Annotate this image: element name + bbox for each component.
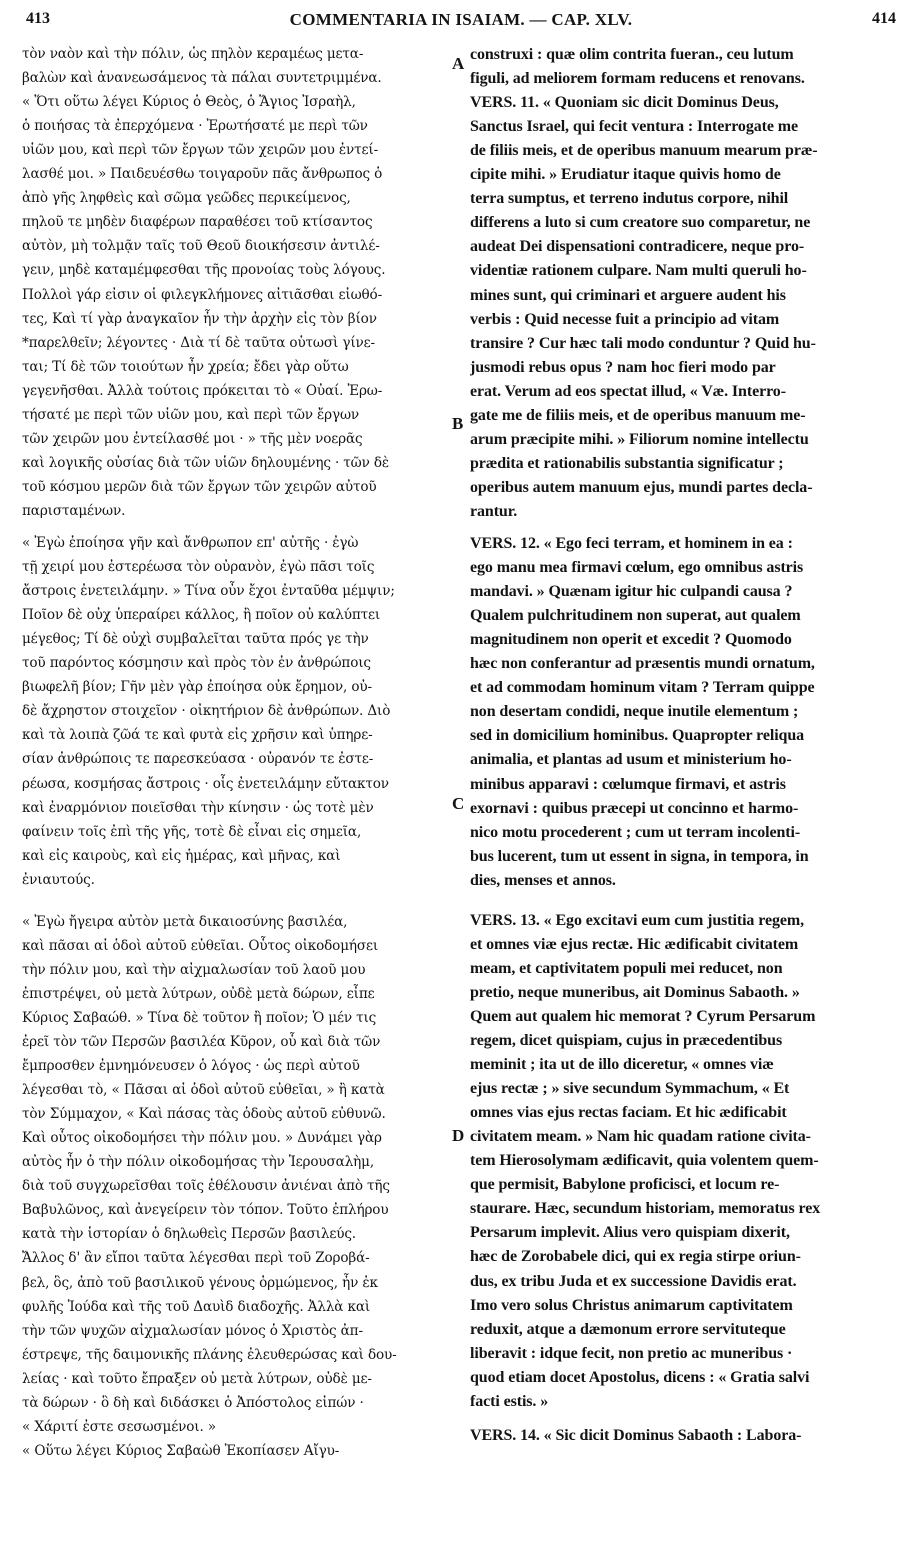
latin-line: erat. Verum ad eos spectat illud, « Væ. Interro- — [470, 382, 786, 400]
greek-line: αὐτὸς ἦν ὁ τὴν πόλιν οἰκοδομήσας τὴν Ἱερουσαλὴμ, — [22, 1154, 375, 1171]
latin-line: VERS. 13. « Ego excitavi eum cum justitia regem, — [470, 911, 804, 929]
section-marker-d: D — [452, 1126, 465, 1145]
latin-line: dies, menses et annos. — [470, 871, 616, 889]
greek-line: λέγεσθαι τὸ, « Πᾶσαι αἱ ὁδοὶ αὐτοῦ εὐθεῖαι, » ἢ κατὰ — [22, 1082, 385, 1099]
latin-line: magnitudinem non operit et excedit ? Quomodo — [470, 631, 792, 649]
greek-line: Βαβυλῶνος, καὶ ἀνεγείρειν τὸν τόπον. Τοῦτο ἐπλήρου — [22, 1202, 389, 1219]
latin-line: rantur. — [470, 502, 518, 520]
latin-line: VERS. 14. « Sic dicit Dominus Sabaoth : Labora- — [470, 1426, 802, 1444]
greek-line: Ποῖον δὲ οὐχ ὑπεραίρει κάλλος, ἢ ποῖον οὐ καλύπτει — [22, 607, 381, 624]
latin-line: meminit ; ita ut de illo diceretur, « omnes viæ — [470, 1056, 774, 1074]
latin-line: terra sumptus, et terreno indutus corpore, nihil — [470, 190, 789, 208]
latin-line: gate me de filiis meis, et de operibus manuum me- — [470, 406, 806, 424]
greek-line: γεγενῆσθαι. Ἀλλὰ τούτοις πρόκειται τὸ « Οὐαί. Ἐρω- — [22, 382, 383, 399]
greek-line: καὶ πᾶσαι αἱ ὁδοὶ αὐτοῦ εὐθεῖαι. Οὗτος οἰκοδομήσει — [22, 937, 379, 954]
latin-line: Imo vero solus Christus animarum captivitatem — [470, 1296, 793, 1314]
latin-line: operibus autem manuum ejus, mundi partes decla- — [470, 478, 813, 496]
greek-line: « Οὕτω λέγει Κύριος Σαβαὼθ Ἐκοπίασεν Αἴγυ- — [22, 1442, 340, 1459]
greek-line: παρισταμένων. — [22, 502, 126, 519]
greek-line: τὰ δώρων · ὃ δὴ καὶ διδάσκει ὁ Ἀπόστολος εἰπών · — [22, 1394, 364, 1411]
greek-line: *παρελθεῖν; λέγοντες · Διὰ τί δὲ ταῦτα οὑτωσὶ γίνε- — [22, 334, 375, 351]
greek-line: ἀπὸ γῆς ληφθεὶς καὶ σῶμα γεῶδες περικείμενος, — [22, 190, 351, 207]
greek-line: τὸν Σύμμαχον, « Καὶ πάσας τὰς ὁδοὺς αὐτοῦ εὐθυνῶ. — [22, 1106, 386, 1123]
latin-line: VERS. 11. « Quoniam sic dicit Dominus Deus, — [470, 94, 779, 112]
greek-line: ἔμπροσθεν ἐμνημόνευσεν ὁ λόγος · ὡς περὶ αὐτοῦ — [22, 1058, 360, 1075]
latin-line: et omnes viæ ejus rectæ. Hic ædificabit civitatem — [470, 935, 799, 953]
greek-line: « Ὅτι οὕτω λέγει Κύριος ὁ Θεὸς, ὁ Ἅγιος Ἰσραὴλ, — [22, 94, 356, 111]
greek-line: Κύριος Σαβαώθ. » Τίνα δὲ τοῦτον ἢ ποῖον; Ὁ μέν τις — [22, 1009, 377, 1026]
latin-line: hæc de Zorobabele dici, qui ex regia stirpe oriun- — [470, 1248, 801, 1266]
greek-line: δὲ ἄχρηστον στοιχεῖον · οἰκητήριον δὲ ἀνθρώπων. Διὸ — [22, 703, 391, 720]
latin-line: Quem aut qualem hic memorat ? Cyrum Persarum — [470, 1007, 816, 1025]
latin-line: videntiæ rationem culpare. Nam multi queruli ho- — [470, 262, 807, 280]
latin-line: ego manu mea firmavi cœlum, ego omnibus astris — [470, 559, 804, 577]
greek-line: τὴν πόλιν μου, καὶ τὴν αἰχμαλωσίαν τοῦ λαοῦ μου — [22, 961, 366, 978]
greek-line: ρέωσα, κοσμήσας ἄστροις · οἷς ἐνετειλάμην εὔτακτον — [22, 775, 389, 792]
latin-line: staurare. Hæc, secundum historiam, memoratus rex — [470, 1200, 821, 1218]
greek-line: κατὰ τὴν ἱστορίαν ὁ δηλωθεὶς Περσῶν βασιλεύς. — [22, 1226, 356, 1243]
greek-line: καὶ ἐναρμόνιον ποιεῖσθαι τὴν κίνησιν · ὡς τοτὲ μὲν — [22, 799, 374, 816]
latin-line: exornavi : quibus præcepi ut concinno et harmo- — [470, 799, 799, 817]
greek-line: τοῦ κόσμου μερῶν διὰ τῶν ἔργων τῶν χειρῶν αὐτοῦ — [22, 478, 377, 495]
latin-line: Persarum implevit. Alius vero quispiam dixerit, — [470, 1224, 790, 1242]
greek-line: τὸν ναὸν καὶ τὴν πόλιν, ὡς πηλὸν κεραμέως μετα- — [22, 46, 364, 62]
latin-line: VERS. 12. « Ego feci terram, et hominem in ea : — [470, 535, 793, 552]
greek-line: « Ἐγὼ ἤγειρα αὐτὸν μετὰ δικαιοσύνης βασιλέα, — [22, 913, 348, 930]
greek-line: βαλὼν καὶ ἀνανεωσάμενος τὰ πάλαι συντετριμμένα. — [22, 70, 382, 87]
running-title: COMMENTARIA IN ISAIAM. — CAP. XLV. — [289, 10, 633, 29]
greek-line: ται; Τί δὲ τῶν τοιούτων ἦν χρεία; ἔδει γὰρ οὕτω — [22, 358, 349, 375]
greek-line: γειν, μηδὲ καταμέμφεσθαι τῆς προνοίας τοὺς λόγους. — [22, 262, 386, 279]
latin-line: ejus rectæ ; » sive secundum Symmachum, « Et — [470, 1080, 790, 1098]
section-marker-c: C — [452, 794, 465, 813]
latin-line: sed in domicilium hominibus. Quapropter reliqua — [470, 727, 805, 745]
latin-line: differens a luto si cum creatore suo comparetur, ne — [470, 214, 811, 232]
latin-line: tem Hierosolymam ædificavit, quia volentem quem- — [470, 1152, 819, 1170]
latin-line: arum præcipite mihi. » Filiorum nomine intellectu — [470, 430, 809, 448]
section-marker-a: A — [452, 54, 465, 73]
latin-line: regem, dicet quispiam, cujus in præcedentibus — [470, 1032, 783, 1049]
greek-line: φυλῆς Ἰούδα καὶ τῆς τοῦ Δαυὶδ διαδοχῆς. Ἀλλὰ καὶ — [22, 1298, 371, 1315]
latin-line: bus lucerent, tum ut essent in signa, in tempora, in — [470, 847, 809, 865]
page-number-right: 414 — [872, 10, 896, 27]
latin-line: dus, ex tribu Juda et ex successione Davidis erat. — [470, 1272, 797, 1290]
greek-line: « Ἐγὼ ἐποίησα γῆν καὶ ἄνθρωπον επ' αὐτῆς · ἐγὼ — [22, 535, 359, 551]
latin-line: omnes vias ejus rectas faciam. Et hic ædificabit — [470, 1104, 787, 1122]
greek-line: ὁ ποιήσας τὰ ἐπερχόμενα · Ἐρωτήσατέ με περὶ τῶν — [22, 118, 368, 135]
greek-line: Ἄλλος δ' ἂν εἴποι ταῦτα λέγεσθαι περὶ τοῦ Ζοροβά- — [22, 1250, 370, 1267]
section-marker-b: B — [452, 414, 464, 433]
latin-line: et ad commodam hominum vitam ? Terram quippe — [470, 679, 815, 697]
latin-line: verbis : Quid necesse fuit a principio ad vitam — [470, 310, 780, 328]
latin-line: mandavi. » Quænam igitur hic culpandi causa ? — [470, 583, 793, 601]
latin-line: mines sunt, qui criminari et arguere audent his — [470, 286, 786, 304]
latin-line: cipite mihi. » Erudiatur itaque quivis homo de — [470, 166, 781, 184]
latin-line: figuli, ad meliorem formam reducens et renovans. — [470, 70, 805, 88]
greek-line: τες, Καὶ τί γὰρ ἀναγκαῖον ἦν τὴν ἀρχὴν εἰς τὸν βίον — [22, 310, 377, 327]
greek-line: ἄστροις ἐνετειλάμην. » Τίνα οὖν ἔχοι ἐνταῦθα μέμψιν; — [22, 583, 395, 600]
greek-line: λασθέ μοι. » Παιδευέσθω τοιγαροῦν πᾶς ἄνθρωπος ὁ — [22, 166, 383, 183]
greek-line: πηλοῦ τε μηδὲν διαφέρων παραθέσει τοῦ κτίσαντος — [22, 214, 373, 231]
latin-line: hæc non conferantur ad præsentis mundi ornatum, — [470, 655, 815, 673]
latin-line: jusmodi rebus opus ? nam hoc fieri modo par — [470, 358, 776, 376]
latin-line: de filiis meis, et de operibus manuum mearum præ- — [470, 142, 818, 160]
greek-line: τὴν τῶν ψυχῶν αἰχμαλωσίαν μόνος ὁ Χριστὸς ἀπ- — [22, 1322, 363, 1339]
greek-line: ἐπιστρέψει, οὐ μετὰ λύτρων, οὐδὲ μετὰ δώρων, εἶπε — [22, 985, 375, 1002]
greek-line: καὶ τὰ λοιπὰ ζῶά τε καὶ φυτὰ εἰς χρῆσιν καὶ ὑπηρε- — [22, 727, 373, 744]
latin-line: minibus apparavi : cœlumque firmavi, et astris — [470, 775, 786, 793]
latin-line: Qualem pulchritudinem non superat, aut qualem — [470, 607, 801, 625]
greek-line: μέγεθος; Τί δὲ οὐχὶ συμβαλεῖται ταῦτα πρός γε τὴν — [22, 631, 369, 648]
latin-line: que permisit, Babylone proficisci, et locum re- — [470, 1176, 780, 1194]
latin-line: animalia, et plantas ad usum et ministerium ho- — [470, 751, 792, 769]
greek-line: βιωφελῆ βίον; Γῆν μὲν γὰρ ἐποίησα οὐκ ἔρημον, οὐ- — [22, 679, 372, 696]
greek-line: λείας · καὶ τοῦτο ἔπραξεν οὐ μετὰ λύτρων, οὐδὲ με- — [22, 1370, 372, 1387]
latin-line: reduxit, atque a dæmonum errore servituteque — [470, 1320, 786, 1338]
greek-line: σίαν ἀνθρώποις τε παρεσκεύασα · οὐρανόν τε ἐστε- — [22, 751, 374, 768]
greek-line: τήσατέ με περὶ τῶν υἱῶν μου, καὶ περὶ τῶν ἔργων — [22, 406, 360, 423]
latin-line: non desertam condidi, neque inutile elementum ; — [470, 703, 799, 721]
latin-line: pretio, neque muneribus, ait Dominus Sabaoth. » — [470, 983, 800, 1001]
greek-line: διὰ τοῦ συγχωρεῖσθαι τοῖς ἐθέλουσιν ἀνιέναι ἀπὸ τῆς — [22, 1178, 390, 1195]
greek-line: φαίνειν τοῖς ἐπὶ τῆς γῆς, τοτὲ δὲ εἶναι εἰς σημεῖα, — [22, 823, 362, 840]
greek-line: Καὶ οὗτος οἰκοδομήσει τὴν πόλιν μου. » Δυνάμει γὰρ — [22, 1130, 382, 1147]
latin-line: quod etiam docet Apostolus, dicens : « Gratia salvi — [470, 1368, 810, 1386]
greek-line: έστρεψε, τῆς δαιμονικῆς πλάνης ἐλευθερώσας καὶ δου- — [22, 1346, 397, 1363]
greek-line: καὶ λογικῆς οὐσίας διὰ τῶν υἱῶν δηλουμένης · τῶν δὲ — [22, 454, 390, 471]
latin-line: liberavit : idque fecit, non pretio ac muneribus · — [470, 1344, 793, 1362]
latin-line: civitatem meam. » Nam hic quadam ratione civita- — [470, 1128, 811, 1146]
latin-line: prædita et rationabilis substantia significatur ; — [470, 454, 784, 472]
latin-line: meam, et captivitatem populi mei reducet, non — [470, 959, 783, 977]
greek-line: « Χάριτί ἐστε σεσωσμένοι. » — [22, 1418, 216, 1435]
latin-line: transire ? Cur hæc tali modo conduntur ? Quid hu- — [470, 334, 816, 352]
greek-line: καὶ εἰς καιροὺς, καὶ εἰς ἡμέρας, καὶ μῆνας, καὶ — [22, 847, 341, 864]
page-header — [26, 10, 896, 36]
greek-line: ἐρεῖ τὸν τῶν Περσῶν βασιλέα Κῦρον, οὗ καὶ διὰ τῶν — [22, 1034, 381, 1050]
greek-line: τῶν χειρῶν μου ἐντείλασθέ μοι · » τῆς μὲν νοερᾶς — [22, 430, 363, 447]
greek-line: Πολλοὶ γάρ εἰσιν οἱ φιλεγκλήμονες αἰτιᾶσθαι εἰωθό- — [22, 286, 383, 303]
latin-line: facti estis. » — [470, 1392, 549, 1410]
latin-line: construxi : quæ olim contrita fueran., ceu lutum — [470, 46, 794, 63]
page-number-left: 413 — [26, 10, 50, 27]
greek-line: τῇ χειρί μου ἐστερέωσα τὸν οὐρανὸν, ἐγὼ πᾶσι τοῖς — [22, 559, 375, 576]
greek-line: τοῦ παρόντος κόσμησιν καὶ πρὸς τὸν ἐν ἀνθρώποις — [22, 655, 371, 672]
greek-line: αὐτὸν, μὴ τολμᾷν ταῖς τοῦ Θεοῦ διοικήσεσιν ἀντιλέ- — [22, 238, 380, 255]
greek-line: ἐνιαυτούς. — [22, 871, 95, 888]
latin-line: audeat Dei dispensationi contradicere, neque pro- — [470, 238, 805, 256]
greek-line: βελ, ὃς, ἀπὸ τοῦ βασιλικοῦ γένους ὁρμώμενος, ἦν ἐκ — [22, 1274, 378, 1291]
latin-line: nico motu procederent ; cum ut terram incolenti- — [470, 823, 801, 841]
greek-line: υἱῶν μου, καὶ περὶ τῶν ἔργων τῶν χειρῶν μου ἐντεί- — [22, 142, 379, 159]
latin-line: Sanctus Israel, qui fecit ventura : Interrogate me — [470, 118, 798, 136]
